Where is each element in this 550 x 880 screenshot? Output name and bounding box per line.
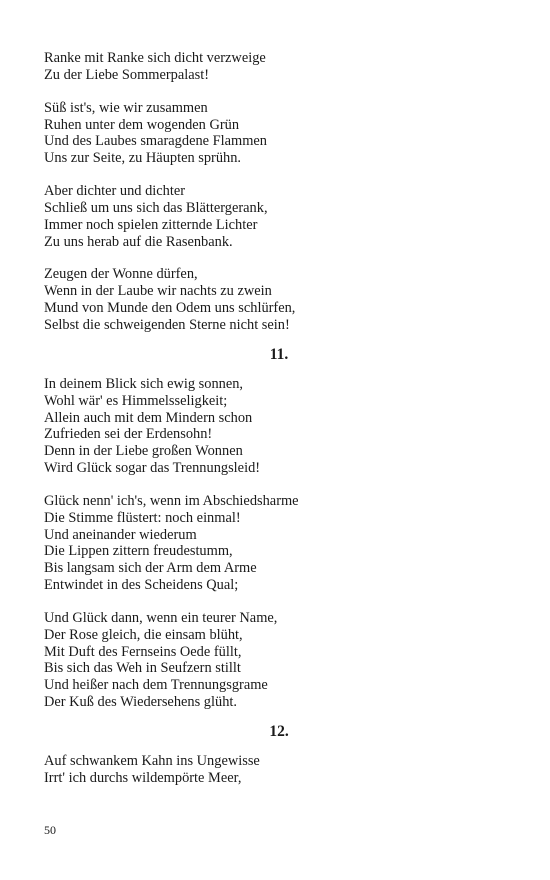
verse-line: Und des Laubes smaragdene Flammen — [44, 133, 267, 150]
verse-line: Schließ um uns sich das Blättergerank, — [44, 199, 268, 216]
verse-line: Ruhen unter dem wogenden Grün — [44, 116, 240, 133]
verse-line: Zufrieden sei der Erdensohn! — [44, 426, 213, 443]
verse-line: Mund von Munde den Odem uns schlürfen, — [44, 300, 296, 317]
verse-line: Auf schwankem Kahn ins Ungewisse — [44, 753, 260, 769]
verse-line: Süß ist's, wie wir zusammen — [44, 99, 208, 116]
stanza — [44, 100, 514, 167]
stanza — [44, 376, 514, 477]
verse-line: Die Stimme flüstert: noch einmal! — [44, 509, 241, 526]
verse-line: Und aneinander wiederum — [44, 526, 197, 543]
page-body — [44, 50, 514, 787]
verse-line: Bis sich das Weh in Seufzern stillt — [44, 660, 241, 677]
verse-line: Denn in der Liebe großen Wonnen — [44, 443, 243, 460]
verse-line: Allein auch mit dem Mindern schon — [44, 409, 253, 426]
verse-line: Der Kuß des Wiedersehens glüht. — [44, 694, 237, 711]
verse-line: In deinem Blick sich ewig sonnen, — [44, 375, 244, 392]
stanza — [44, 183, 514, 250]
verse-line: Und heißer nach dem Trennungsgrame — [44, 677, 268, 694]
verse-line: Aber dichter und dichter — [44, 183, 186, 200]
poem-number: 12. — [269, 723, 289, 740]
verse-line: Selbst die schweigenden Sterne nicht sein! — [44, 316, 290, 333]
stanza — [44, 753, 514, 787]
stanza — [44, 50, 514, 84]
verse-line: Die Lippen zittern freudestumm, — [44, 543, 233, 560]
verse-line: Wohl wär' es Himmelsseligkeit; — [44, 392, 228, 409]
stanza — [44, 493, 514, 594]
verse-line: Mit Duft des Fernseins Oede füllt, — [44, 643, 242, 660]
verse-line: Uns zur Seite, zu Häupten sprühn. — [44, 150, 242, 167]
stanza — [44, 610, 514, 711]
verse-line: Bis langsam sich der Arm dem Arme — [44, 560, 257, 577]
verse-line: Und Glück dann, wenn ein teurer Name, — [44, 609, 278, 626]
page-number: 50 — [44, 823, 56, 837]
verse-line: Immer noch spielen zitternde Lichter — [44, 216, 258, 233]
verse-line: Irrt' ich durchs wildempörte Meer, — [44, 769, 242, 786]
verse-line: Zu der Liebe Sommerpalast! — [44, 66, 210, 83]
verse-line: Wird Glück sogar das Trennungsleid! — [44, 460, 261, 477]
verse-line: Der Rose gleich, die einsam blüht, — [44, 626, 243, 643]
stanza — [44, 266, 514, 333]
verse-line: Ranke mit Ranke sich dicht verzweige — [44, 50, 266, 66]
poem-number: 11. — [269, 345, 289, 363]
verse-line: Zeugen der Wonne dürfen, — [44, 266, 198, 283]
verse-line: Glück nenn' ich's, wenn im Abschiedsharme — [44, 492, 299, 509]
verse-line: Entwindet in des Scheidens Qual; — [44, 577, 239, 594]
verse-line: Wenn in der Laube wir nachts zu zwein — [44, 283, 272, 300]
verse-line: Zu uns herab auf die Rasenbank. — [44, 233, 233, 250]
